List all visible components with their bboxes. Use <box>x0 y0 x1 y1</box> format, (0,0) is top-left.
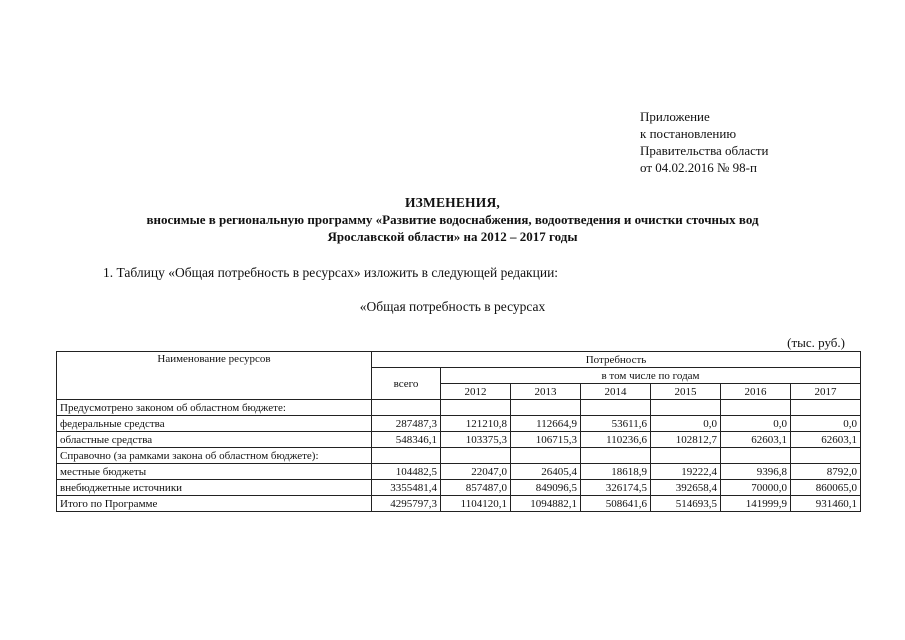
table-subtitle: «Общая потребность в ресурсах <box>359 299 546 314</box>
table-row <box>57 432 861 448</box>
empty-cell <box>721 400 791 416</box>
empty-cell <box>791 400 861 416</box>
resource-name-cell: федеральные средства <box>57 416 372 432</box>
year-value-cell: 931460,1 <box>791 496 861 512</box>
empty-cell <box>581 448 651 464</box>
empty-cell <box>651 448 721 464</box>
year-value-cell: 53611,6 <box>581 416 651 432</box>
empty-cell <box>372 448 441 464</box>
table-row <box>57 480 861 496</box>
table-header-row <box>57 352 861 368</box>
year-value-cell: 1094882,1 <box>511 496 581 512</box>
header-year: 2012 <box>441 384 511 400</box>
year-value-cell: 121210,8 <box>441 416 511 432</box>
year-value-cell: 1104120,1 <box>441 496 511 512</box>
year-value-cell: 9396,8 <box>721 464 791 480</box>
year-value-cell: 0,0 <box>791 416 861 432</box>
appendix-line: к постановлению <box>640 126 737 141</box>
document-heading-line: Ярославской области» на 2012 – 2017 годы <box>327 229 578 244</box>
total-cell: 548346,1 <box>372 432 441 448</box>
document-title: ИЗМЕНЕНИЯ, <box>404 195 500 210</box>
appendix-line: от 04.02.2016 № 98-п <box>640 160 757 175</box>
year-value-cell: 508641,6 <box>581 496 651 512</box>
year-value-cell: 22047,0 <box>441 464 511 480</box>
empty-cell <box>441 400 511 416</box>
year-value-cell: 392658,4 <box>651 480 721 496</box>
section-label: Справочно (за рамками закона об областном бюджете): <box>57 448 372 464</box>
year-value-cell: 106715,3 <box>511 432 581 448</box>
appendix-block <box>640 108 769 176</box>
header-year: 2015 <box>651 384 721 400</box>
header-need: Потребность <box>372 352 861 368</box>
year-value-cell: 0,0 <box>721 416 791 432</box>
empty-cell <box>651 400 721 416</box>
table-row <box>57 464 861 480</box>
year-value-cell: 19222,4 <box>651 464 721 480</box>
year-value-cell: 8792,0 <box>791 464 861 480</box>
section-label: Предусмотрено законом об областном бюджете: <box>57 400 372 416</box>
empty-cell <box>511 400 581 416</box>
year-value-cell: 326174,5 <box>581 480 651 496</box>
total-cell: 3355481,4 <box>372 480 441 496</box>
resources-table <box>56 351 861 512</box>
resource-name-cell: Итого по Программе <box>57 496 372 512</box>
header-year: 2013 <box>511 384 581 400</box>
empty-cell <box>581 400 651 416</box>
total-cell: 287487,3 <box>372 416 441 432</box>
year-value-cell: 0,0 <box>651 416 721 432</box>
year-value-cell: 62603,1 <box>721 432 791 448</box>
year-value-cell: 849096,5 <box>511 480 581 496</box>
header-total: всего <box>372 368 441 400</box>
header-year: 2014 <box>581 384 651 400</box>
header-resource-name: Наименование ресурсов <box>57 352 372 400</box>
year-value-cell: 103375,3 <box>441 432 511 448</box>
empty-cell <box>511 448 581 464</box>
year-value-cell: 857487,0 <box>441 480 511 496</box>
table-row <box>57 416 861 432</box>
year-value-cell: 70000,0 <box>721 480 791 496</box>
total-cell: 104482,5 <box>372 464 441 480</box>
header-year: 2016 <box>721 384 791 400</box>
header-year: 2017 <box>791 384 861 400</box>
total-cell: 4295797,3 <box>372 496 441 512</box>
year-value-cell: 514693,5 <box>651 496 721 512</box>
empty-cell <box>372 400 441 416</box>
year-value-cell: 102812,7 <box>651 432 721 448</box>
appendix-line: Правительства области <box>640 143 769 158</box>
resource-name-cell: местные бюджеты <box>57 464 372 480</box>
header-by-years: в том числе по годам <box>441 368 861 384</box>
year-value-cell: 62603,1 <box>791 432 861 448</box>
resource-name-cell: областные средства <box>57 432 372 448</box>
year-value-cell: 18618,9 <box>581 464 651 480</box>
table-row <box>57 496 861 512</box>
year-value-cell: 860065,0 <box>791 480 861 496</box>
year-value-cell: 110236,6 <box>581 432 651 448</box>
year-value-cell: 141999,9 <box>721 496 791 512</box>
resource-name-cell: внебюджетные источники <box>57 480 372 496</box>
unit-label: (тыс. руб.) <box>787 335 845 350</box>
year-value-cell: 112664,9 <box>511 416 581 432</box>
document-heading <box>40 194 865 245</box>
table-section-row <box>57 448 861 464</box>
empty-cell <box>721 448 791 464</box>
year-value-cell: 26405,4 <box>511 464 581 480</box>
document-heading-line: вносимые в региональную программу «Развитие водоснабжения, водоотведения и очистки сточных вод <box>146 212 759 227</box>
instruction-paragraph: 1. Таблицу «Общая потребность в ресурсах» изложить в следующей редакции: <box>103 265 559 280</box>
table-section-row <box>57 400 861 416</box>
empty-cell <box>441 448 511 464</box>
empty-cell <box>791 448 861 464</box>
appendix-line: Приложение <box>640 109 710 124</box>
